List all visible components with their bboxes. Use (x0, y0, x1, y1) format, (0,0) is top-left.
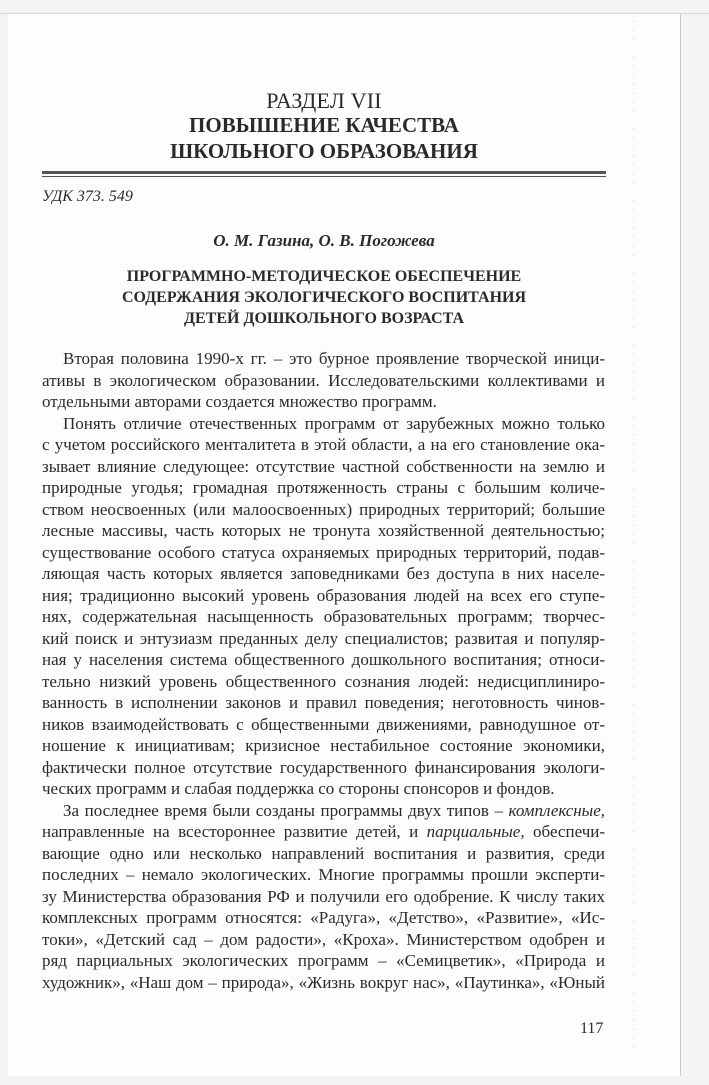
article-title-line: ПРОГРАММНО-МЕТОДИЧЕСКОЕ ОБЕСПЕЧЕНИЕ (126, 268, 522, 285)
section-title (42, 112, 606, 164)
body-text-segment: обеспечи- (524, 822, 605, 841)
article-title (42, 266, 606, 329)
body-text-segment: направленные на всестороннее развитие детей, и (42, 822, 427, 841)
body-text-line: ряд парциальных экологических программ – «Семицветик», «Природа и (42, 951, 605, 970)
body-text-line: вающие одно или несколько направлений воспитания и развития, среди (42, 843, 605, 863)
body-text-line: зу Министерства образования РФ и получили его одобрение. К числу таких (42, 886, 605, 906)
body-text-line: ством неосвоенных (или малоосвоенных) природных территорий; большие (42, 499, 605, 519)
body-text-line: ношение к инициативам; кризисное нестабильное состояние экономики, (42, 736, 605, 755)
article-title-line: ДЕТЕЙ ДОШКОЛЬНОГО ВОЗРАСТА (184, 310, 464, 327)
body-text-line: ляющая часть которых является заповедниками без доступа в них населе- (42, 564, 605, 583)
divider-thick-line (42, 171, 606, 174)
body-text-line: ния; традиционно высокий уровень образования людей на всех его ступе- (42, 585, 605, 605)
body-text-line: художник», «Наш дом – природа», «Жизнь вокруг нас», «Паутинка», «Юный (42, 972, 605, 992)
body-text-line: ческих программ и слабая поддержка со стороны спонсоров и фондов. (42, 779, 555, 798)
body-text-line: ников взаимодействовать с общественными движениями, равнодушное от- (42, 714, 605, 734)
body-text-line: ванность в исполнении законов и правил поведения; неготовность чинов- (42, 693, 605, 712)
body-text-line: существование особого статуса охраняемых природных территорий, подав- (42, 542, 605, 562)
body-text-line: тельно низкий уровень общественного сознания людей: недисциплиниро- (42, 671, 605, 691)
article-title-line: СОДЕРЖАНИЯ ЭКОЛОГИЧЕСКОГО ВОСПИТАНИЯ (121, 289, 527, 306)
section-title-line: ПОВЫШЕНИЕ КАЧЕСТВА (189, 113, 459, 137)
body-text-line: кий поиск и энтузиазм преданных делу специалистов; развитая и популяр- (42, 628, 605, 648)
article-authors: О. М. Газина, О. В. Погожева (213, 231, 435, 250)
body-text-line: Вторая половина 1990-х гг. – это бурное проявление творческой иници- (63, 349, 605, 368)
udk-code: УДК 373. 549 (42, 188, 133, 205)
body-text-line: ативы в экологическом образовании. Исследовательскими коллективами и (42, 370, 605, 390)
page-number: 117 (580, 1020, 604, 1037)
body-text-line: лесные массивы, часть которых не тронута хозяйственной деятельностью; (42, 521, 605, 540)
scan-gutter-marks (633, 20, 634, 1060)
body-text-line: токи», «Детский сад – дом радости», «Кроха». Министерством одобрен и (42, 929, 605, 949)
body-text-line: последних – немало экологических. Многие программы прошли эксперти- (42, 865, 605, 884)
section-number: РАЗДЕЛ VII (266, 88, 382, 113)
body-text-line: с учетом российского менталитета в этой области, а на его становление ока- (42, 435, 605, 454)
divider-thin-line (42, 176, 606, 177)
body-text-line (42, 821, 605, 843)
body-text-line: ная у населения система общественного дошкольного воспитания; относи- (42, 650, 605, 669)
body-text-line: зывает влияние следующее: отсутствие частной собственности на землю и (42, 456, 605, 476)
italic-term: комплексные, (508, 800, 605, 820)
section-title-line: ШКОЛЬНОГО ОБРАЗОВАНИЯ (170, 139, 478, 163)
body-text-segment: За последнее время были созданы программы двух типов – (63, 800, 509, 820)
body-text-line: комплексных программ относятся: «Радуга», «Детство», «Развитие», «Ис- (42, 908, 605, 927)
body-text-line: фактически полное отсутствие государственного финансирования экологи- (42, 757, 605, 777)
body-text-line (42, 800, 605, 822)
body-text-line: природные угодья; громадная протяженность страны с большим количе- (42, 478, 605, 497)
section-divider-rule (42, 171, 606, 179)
body-text-line: Понять отличие отечественных программ от зарубежных можно только (63, 413, 605, 433)
body-text-line: нях, содержательная насыщенность образовательных программ; творчес- (42, 607, 605, 626)
article-body (42, 348, 605, 993)
body-text-line: отдельными авторами создается множество программ. (42, 392, 437, 411)
italic-term: парциальные, (426, 822, 525, 841)
